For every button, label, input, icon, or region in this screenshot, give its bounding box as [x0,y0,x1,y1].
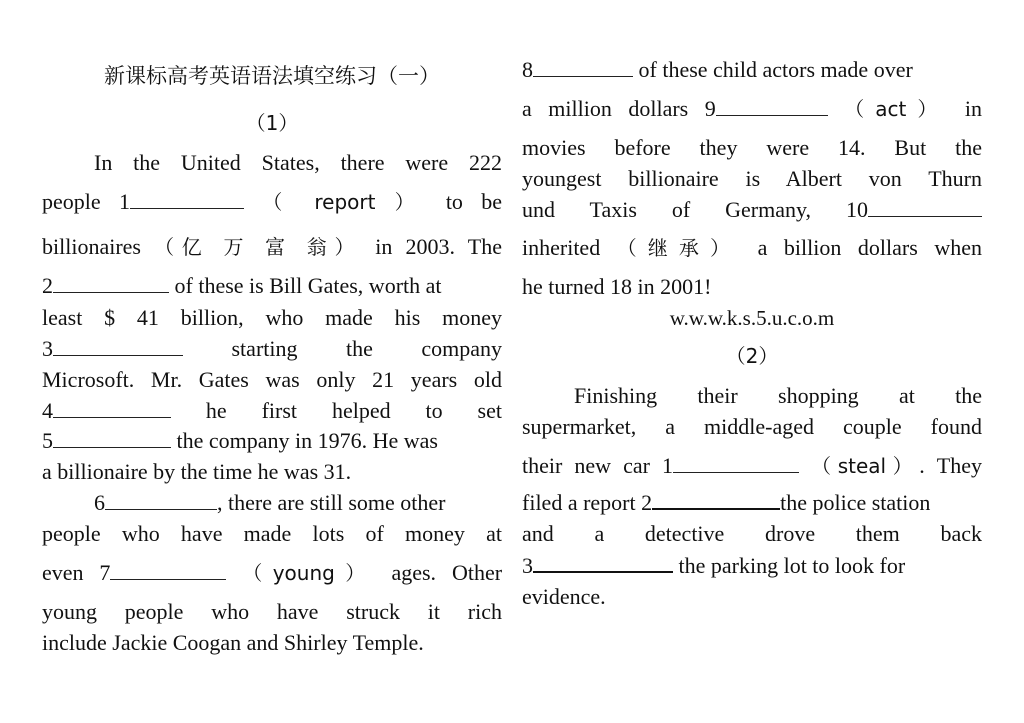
passage-1-line-1: In the United States, there were 222 [94,150,502,175]
answer-blank-8[interactable] [533,56,633,77]
passage-1-line-17: a million dollars 9 （act） in [522,96,983,121]
passage-1-line-5: least $ 41 billion, who made his money [42,305,502,330]
passage-1-line-22: he turned 18 in 2001! [522,274,712,299]
passage-1-line-10: a billionaire by the time he was 31. [42,459,352,484]
blank-number-4: 4 [42,398,53,423]
passage-1-line-8: 4 he first helped to set [42,398,502,423]
p2-answer-blank-3[interactable] [533,551,673,573]
passage-1-line-7: Microsoft. Mr. Gates was only 21 years old [42,367,502,392]
blank-number-3: 3 [42,336,53,361]
hint-act: （act） [844,97,949,121]
blank-number-5: 5 [42,428,53,453]
section-1-label: （1） [245,111,299,135]
passage-1-line-18: movies before they were 14. But the [522,135,982,160]
p2-blank-number-1: 1 [662,453,674,478]
answer-blank-1[interactable] [130,188,244,209]
passage-2-line-2: supermarket, a middle-aged couple found [522,414,982,439]
answer-blank-9[interactable] [716,95,828,116]
answer-blank-5[interactable] [53,427,171,448]
hint-young: （young） [242,561,376,585]
passage-1-line-4: 2 of these is Bill Gates, worth at [42,273,442,298]
passage-2-line-3: their new car 1 （steal）. They [522,453,983,478]
passage-1-line-6: 3 starting the company [42,336,502,361]
watermark: w.w.w.k.s.5.u.c.o.m [669,306,835,330]
hint-billionaires-cn: （亿 万 富 翁） [154,235,363,259]
section-2-label: （2） [725,344,779,368]
passage-2-line-5: and a detective drove them back [522,521,982,546]
blank-number-1: 1 [119,189,130,214]
answer-blank-10[interactable] [868,196,982,217]
passage-2-line-7: evidence. [522,584,606,609]
passage-1-line-11: 6 , there are still some other [94,490,446,515]
passage-1-line-19: youngest billionaire is Albert von Thurn [522,166,982,191]
passage-1-line-20: und Taxis of Germany, 10 [522,195,982,225]
answer-blank-4[interactable] [53,397,171,418]
answer-blank-3[interactable] [53,335,183,356]
passage-1-line-3: billionaires （亿 万 富 翁） in 2003. The [42,234,502,259]
title-text: 新课标高考英语语法填空练习（一） [104,64,440,88]
passage-1-line-2: people 1 （ report ） to be [42,189,503,214]
hint-steal: （steal） [811,454,920,478]
passage-1-line-14: young people who have struck it rich [42,599,502,624]
p2-blank-number-3: 3 [522,553,533,578]
passage-1-line-13: even 7 （young） ages. Other [42,560,503,585]
blank-number-9: 9 [704,96,716,121]
blank-number-2: 2 [42,273,53,298]
hint-inherited-cn: （继承） [616,236,742,260]
passage-1-line-12: people who have made lots of money at [42,521,502,546]
blank-number-10: 10 [846,197,868,222]
p2-answer-blank-2[interactable] [652,488,780,510]
passage-2-line-1: Finishing their shopping at the [574,383,982,408]
blank-number-8: 8 [522,57,533,82]
page-title [42,61,502,91]
answer-blank-6[interactable] [105,489,217,510]
p2-answer-blank-1[interactable] [673,452,799,473]
passage-1-line-9: 5 the company in 1976. He was [42,428,438,453]
p2-blank-number-2: 2 [641,490,653,515]
passage-2-line-6: 3 the parking lot to look for [522,553,906,578]
answer-blank-7[interactable] [110,559,226,580]
hint-report: （ report ） [262,190,428,214]
passage-1-line-15: include Jackie Coogan and Shirley Temple. [42,630,424,655]
passage-1-line-21: inherited （继承） a billion dollars when [522,235,983,260]
passage-2-line-4: filed a report 2 the police station [522,490,931,515]
blank-number-6: 6 [94,490,105,515]
passage-1-line-16: 8 of these child actors made over [522,57,913,82]
answer-blank-2[interactable] [53,272,169,293]
blank-number-7: 7 [99,560,111,585]
